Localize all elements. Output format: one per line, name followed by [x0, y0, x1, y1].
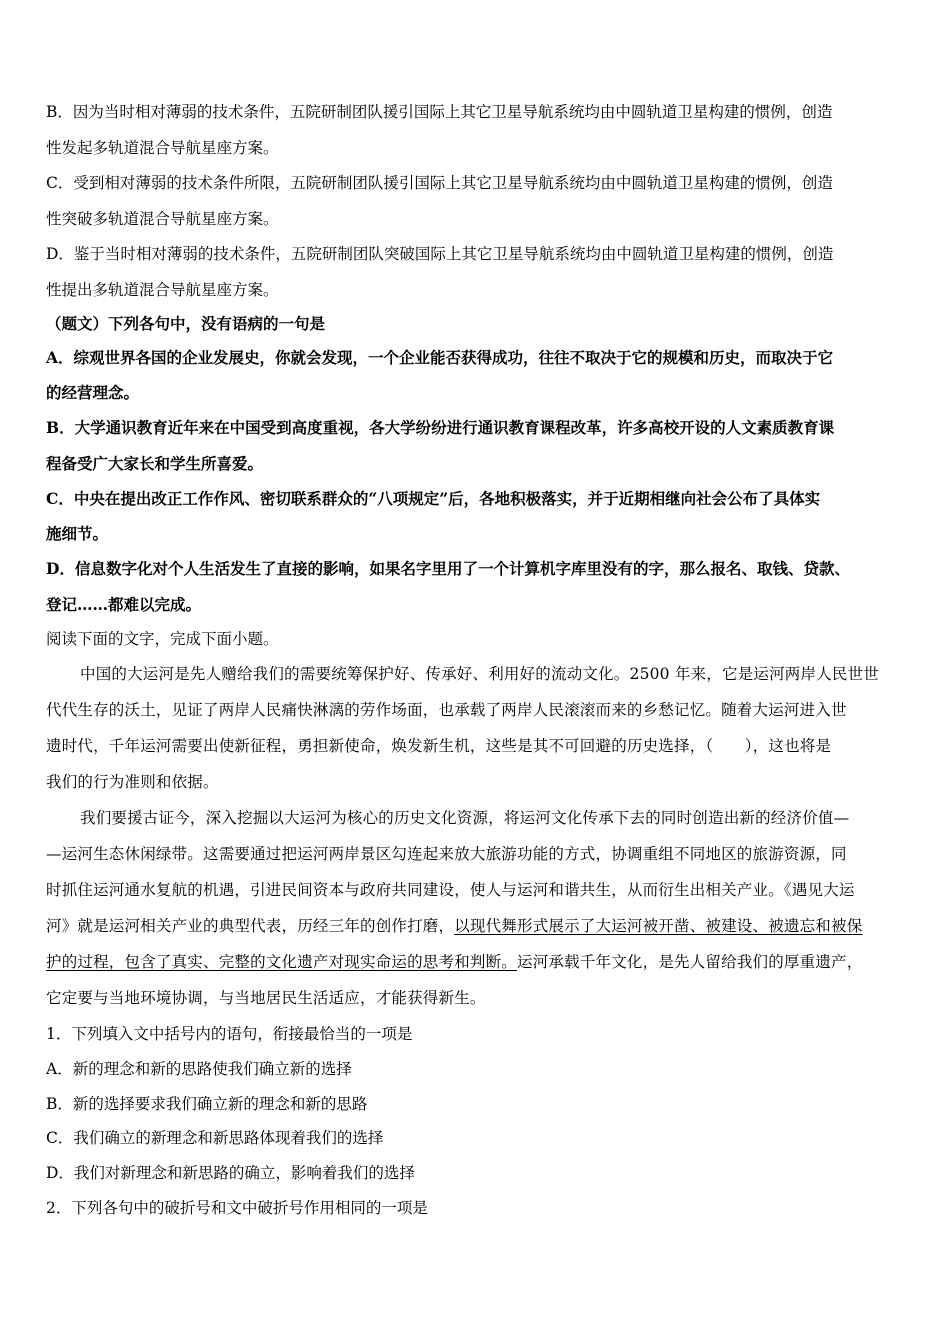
- passage-p1-line-2: 代代生存的沃土，见证了两岸人民痛快淋漓的劳作场面，也承载了两岸人民滚滚而来的乡愁记忆。随着大运河进入世: [46, 701, 847, 719]
- passage-p2-line-4-plain: 河》就是运河相关产业的典型代表，历经三年的创作打磨，: [46, 917, 455, 935]
- bold-option-c-line-2: 施细节。: [46, 524, 109, 543]
- option-b-line-1: B．因为当时相对薄弱的技术条件，五院研制团队援引国际上其它卫星导航系统均由中圆轨道卫星构建的惯例，创造: [46, 103, 833, 121]
- passage-p2-line-3: 时抓住运河通水复航的机遇，引进民间资本与政府共同建设，使人与运河和谐共生，从而衍生出相关产业。《遇见大运: [46, 881, 855, 899]
- bold-option-b-line-2: 程备受广大家长和学生所喜爱。: [46, 454, 264, 473]
- bold-option-a-line-1: A．综观世界各国的企业发展史，你就会发现，一个企业能否获得成功，往往不取决于它的规模和历史，而取决于它: [46, 348, 834, 367]
- option-c-line-1: C．受到相对薄弱的技术条件所限，五院研制团队援引国际上其它卫星导航系统均由中圆轨道卫星构建的惯例，创造: [46, 174, 833, 192]
- q1-option-d: D．我们对新理念和新思路的确立，影响着我们的选择: [46, 1164, 415, 1182]
- bold-option-d-line-2: 登记……都难以完成。: [46, 595, 202, 614]
- option-d-line-1: D．鉴于当时相对薄弱的技术条件，五院研制团队突破国际上其它卫星导航系统均由中圆轨道卫星构建的惯例，创造: [46, 245, 834, 263]
- bold-option-a-line-2: 的经营理念。: [46, 383, 140, 402]
- q1-option-c: C．我们确立的新理念和新思路体现着我们的选择: [46, 1129, 384, 1147]
- bold-option-b-line-1: B．大学通识教育近年来在中国受到高度重视，各大学纷纷进行通识教育课程改革，许多高校开设的人文素质教育课: [46, 418, 835, 437]
- passage-p1-line-4: 我们的行为准则和依据。: [46, 773, 219, 791]
- option-b-line-2: 性发起多轨道混合导航星座方案。: [46, 139, 279, 157]
- underlined-sentence-part-1: 以现代舞形式展示了大运河被开凿、被建设、被遗忘和被保: [454, 917, 863, 935]
- passage-p2-line-6: 它定要与当地环境协调，与当地居民生活适应，才能获得新生。: [46, 989, 486, 1007]
- q2-stem: 2．下列各句中的破折号和文中破折号作用相同的一项是: [46, 1199, 428, 1217]
- question-stem-bold: （题文）下列各句中，没有语病的一句是: [46, 314, 326, 333]
- option-c-line-2: 性突破多轨道混合导航星座方案。: [46, 210, 279, 228]
- q1-option-b: B．新的选择要求我们确立新的理念和新的思路: [46, 1095, 368, 1113]
- bold-option-d-line-1: D．信息数字化对个人生活发生了直接的影响，如果名字里用了一个计算机字库里没有的字，那么报名、取钱、贷款、: [46, 559, 850, 578]
- option-d-line-2: 性提出多轨道混合导航星座方案。: [46, 281, 279, 299]
- passage-p2-line-1: 我们要援古证今，深入挖掘以大运河为核心的历史文化资源，将运河文化传承下去的同时创造出新的经济价值—: [80, 809, 850, 827]
- passage-p2-line-5-plain: 运河承载千年文化，是先人留给我们的厚重遗产，: [517, 953, 863, 971]
- reading-instruction: 阅读下面的文字，完成下面小题。: [46, 630, 279, 648]
- underlined-sentence-part-2: 护的过程，包含了真实、完整的文化遗产对现实命运的思考和判断。: [46, 953, 518, 971]
- q1-stem: 1．下列填入文中括号内的语句，衔接最恰当的一项是: [46, 1025, 413, 1043]
- q1-option-a: A．新的理念和新的思路使我们确立新的选择: [46, 1060, 352, 1078]
- passage-p1-line-1: 中国的大运河是先人赠给我们的需要统筹保护好、传承好、利用好的流动文化。2500 年来，它是运河两岸人民世世: [80, 665, 879, 683]
- passage-p1-line-3: 遗时代，千年运河需要出使新征程，勇担新使命，焕发新生机，这些是其不可回避的历史选择，（ ），这也将是: [46, 737, 832, 755]
- passage-p2-line-4: [46, 914, 906, 938]
- bold-option-c-line-1: C．中央在提出改正工作作风、密切联系群众的“八项规定”后，各地积极落实，并于近期相继向社会公布了具体实: [46, 489, 821, 508]
- passage-p2-line-2: —运河生态休闲绿带。这需要通过把运河两岸景区勾连起来放大旅游功能的方式，协调重组不同地区的旅游资源，同: [46, 845, 847, 863]
- passage-p2-line-5: [46, 950, 906, 974]
